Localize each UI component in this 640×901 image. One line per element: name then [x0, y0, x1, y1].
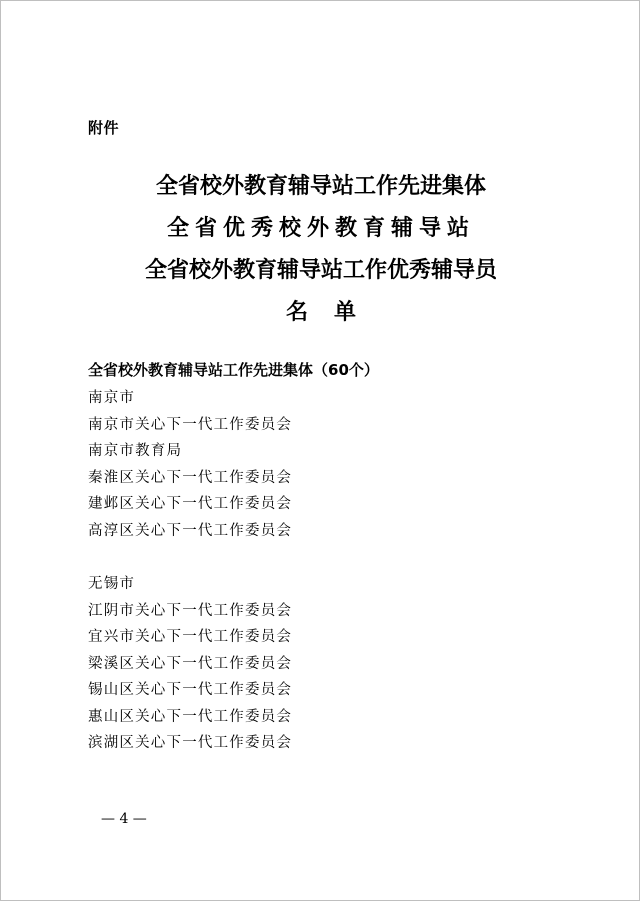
- list-item: 宜兴市关心下一代工作委员会: [88, 629, 293, 645]
- attachment-label: 附件: [88, 119, 120, 137]
- city-name: 无锡市: [88, 576, 136, 592]
- city-name: 南京市: [88, 390, 136, 406]
- list-item: 秦淮区关心下一代工作委员会: [88, 469, 293, 486]
- title-line-3: 全省校外教育辅导站工作优秀辅导员: [144, 258, 497, 283]
- list-item: 惠山区关心下一代工作委员会: [88, 708, 293, 725]
- list-item: 建邺区关心下一代工作委员会: [88, 496, 293, 512]
- document-title-block: [1, 166, 640, 334]
- page-number: — 4 —: [101, 811, 147, 827]
- list-item: 南京市关心下一代工作委员会: [88, 416, 293, 433]
- title-line-4: 名单: [285, 300, 382, 325]
- title-line-2: 全省优秀校外教育辅导站: [166, 216, 475, 241]
- list-item: 江阴市关心下一代工作委员会: [88, 602, 293, 619]
- list-item: 南京市教育局: [88, 443, 183, 459]
- list-item: 梁溪区关心下一代工作委员会: [88, 655, 293, 672]
- list-item: 锡山区关心下一代工作委员会: [88, 682, 293, 698]
- city-group-wuxi: [88, 571, 292, 757]
- title-line-1: 全省校外教育辅导站工作先进集体: [155, 174, 486, 199]
- section-heading: 全省校外教育辅导站工作先进集体（60个）: [88, 361, 379, 379]
- list-item: 滨湖区关心下一代工作委员会: [88, 735, 293, 751]
- city-group-nanjing: [88, 385, 292, 544]
- list-item: 高淳区关心下一代工作委员会: [88, 522, 293, 539]
